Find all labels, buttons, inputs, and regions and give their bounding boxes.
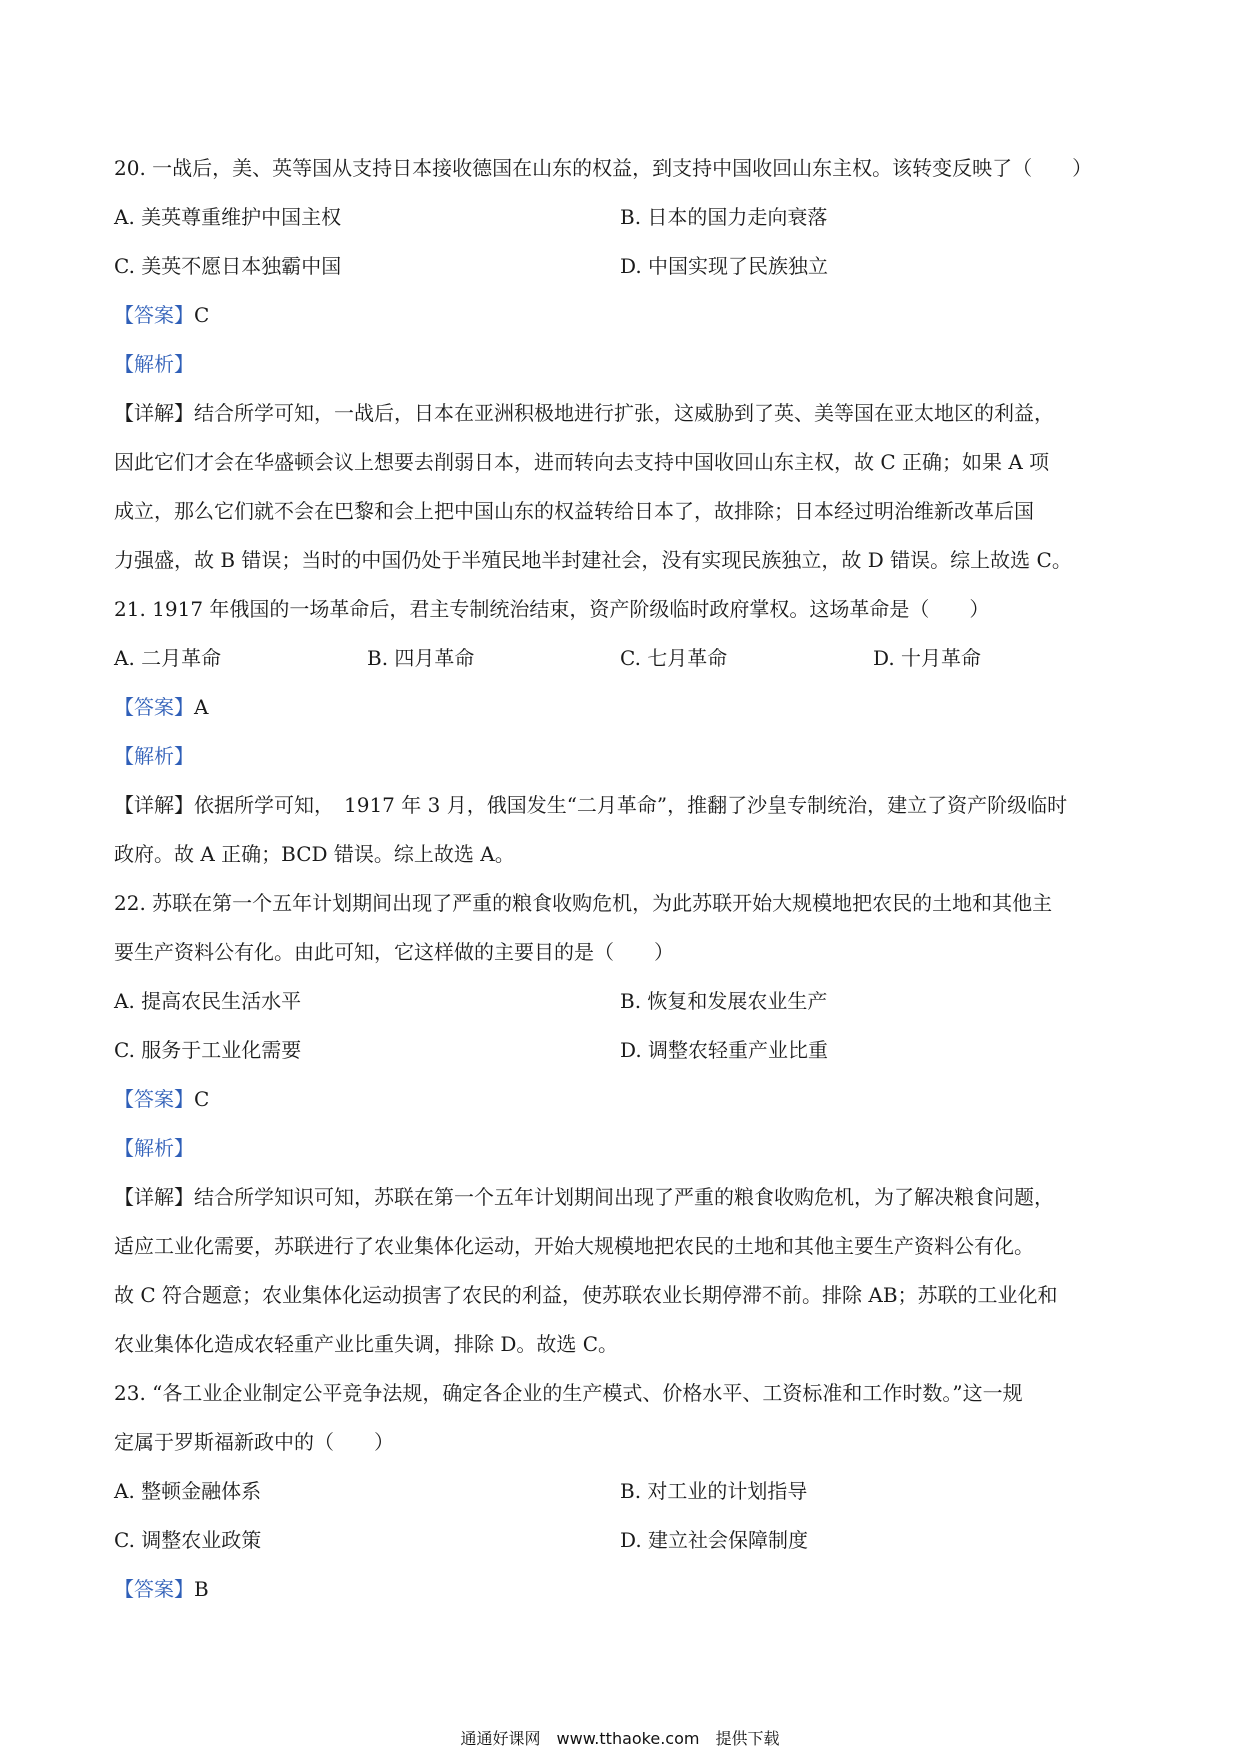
analysis-tag: 【解析】 (114, 352, 194, 376)
analysis-tag: 【解析】 (114, 744, 194, 768)
detail-text: 结合所学可知，一战后，日本在亚洲积极地进行扩张，这威胁到了英、美等国在亚太地区的利益， (194, 401, 1054, 425)
question-20-options-row-2 (114, 252, 1130, 280)
question-22-option-a: A. 提高农民生活水平 (114, 989, 302, 1013)
question-23-option-c: C. 调整农业政策 (114, 1528, 262, 1552)
footer-watermark-text: 通通好课网 www.tthaoke.com 提供下载 (460, 1729, 780, 1748)
answer-value: C (194, 1087, 210, 1111)
question-20-detail-line-1 (114, 399, 1130, 427)
question-22-stem-line-1: 22. 苏联在第一个五年计划期间出现了严重的粮食收购危机，为此苏联开始大规模地把农民的土地和其他主 (114, 891, 1053, 915)
question-21-analysis-tag (114, 742, 1130, 770)
question-20-stem: 20. 一战后，美、英等国从支持日本接收德国在山东的权益，到支持中国收回山东主权。该转变反映了（ ） (114, 156, 1093, 180)
question-22-option-d: D. 调整农轻重产业比重 (620, 1038, 829, 1062)
answer-tag: 【答案】 (114, 1577, 194, 1601)
question-23-answer (114, 1575, 1130, 1603)
question-22-detail-line-2: 适应工业化需要，苏联进行了农业集体化运动，开始大规模地把农民的土地和其他主要生产资料公有化。 (114, 1234, 1034, 1258)
question-22-options-row-1 (114, 987, 1130, 1015)
question-21-option-a: A. 二月革命 (114, 646, 222, 670)
question-22-stem-line-2: 要生产资料公有化。由此可知，它这样做的主要目的是（ ） (114, 940, 674, 964)
question-22-answer (114, 1085, 1130, 1113)
question-22-options-row-2 (114, 1036, 1130, 1064)
question-23-option-d: D. 建立社会保障制度 (620, 1528, 809, 1552)
answer-value: C (194, 303, 210, 327)
question-20-detail-line-2: 因此它们才会在华盛顿会议上想要去削弱日本，进而转向去支持中国收回山东主权，故 C 正确；如果 A 项 (114, 450, 1050, 474)
question-23-options-row-1 (114, 1477, 1130, 1505)
question-20-option-d: D. 中国实现了民族独立 (620, 254, 829, 278)
detail-text: 依据所学可知， 1917 年 3 月，俄国发生“二月革命”，推翻了沙皇专制统治，建立了资产阶级临时 (194, 793, 1068, 817)
question-20-detail-line-3: 成立，那么它们就不会在巴黎和会上把中国山东的权益转给日本了，故排除；日本经过明治维新改革后国 (114, 499, 1034, 523)
question-21-detail-line-1 (114, 791, 1130, 819)
question-23-options-row-2 (114, 1526, 1130, 1554)
question-22-detail-line-3: 故 C 符合题意；农业集体化运动损害了农民的利益，使苏联农业长期停滞不前。排除 AB；苏联的工业化和 (114, 1283, 1058, 1307)
question-23-option-b: B. 对工业的计划指导 (620, 1479, 808, 1503)
answer-value: B (194, 1577, 209, 1601)
question-23-stem-line-2: 定属于罗斯福新政中的（ ） (114, 1430, 394, 1454)
detail-tag: 【详解】 (114, 401, 194, 425)
detail-text: 结合所学知识可知，苏联在第一个五年计划期间出现了严重的粮食收购危机，为了解决粮食问题， (194, 1185, 1054, 1209)
question-20-detail-line-4: 力强盛，故 B 错误；当时的中国仍处于半殖民地半封建社会，没有实现民族独立，故 D 错误。综上故选 C。 (114, 548, 1072, 572)
question-22-detail-line-4: 农业集体化造成农轻重产业比重失调，排除 D。故选 C。 (114, 1332, 619, 1356)
answer-tag: 【答案】 (114, 303, 194, 327)
question-21-options-row (114, 644, 1130, 672)
question-23-stem-line-1: 23. “各工业企业制定公平竞争法规，确定各企业的生产模式、价格水平、工资标准和工作时数。”这一规 (114, 1381, 1023, 1405)
question-20-option-c: C. 美英不愿日本独霸中国 (114, 254, 342, 278)
detail-tag: 【详解】 (114, 793, 194, 817)
question-20-option-a: A. 美英尊重维护中国主权 (114, 205, 342, 229)
question-21-option-c: C. 七月革命 (620, 646, 728, 670)
question-22-analysis-tag (114, 1134, 1130, 1162)
question-21-detail-line-2: 政府。故 A 正确；BCD 错误。综上故选 A。 (114, 842, 515, 866)
question-20-analysis-tag (114, 350, 1130, 378)
question-20-answer (114, 301, 1130, 329)
question-21-answer (114, 693, 1130, 721)
question-22-option-b: B. 恢复和发展农业生产 (620, 989, 828, 1013)
question-22-detail-line-1 (114, 1183, 1130, 1211)
question-21-option-d: D. 十月革命 (873, 646, 982, 670)
question-21-option-b: B. 四月革命 (367, 646, 475, 670)
answer-value: A (194, 695, 209, 719)
question-20-options-row-1 (114, 203, 1130, 231)
analysis-tag: 【解析】 (114, 1136, 194, 1160)
answer-tag: 【答案】 (114, 695, 194, 719)
question-20-option-b: B. 日本的国力走向衰落 (620, 205, 828, 229)
question-23-option-a: A. 整顿金融体系 (114, 1479, 262, 1503)
detail-tag: 【详解】 (114, 1185, 194, 1209)
answer-tag: 【答案】 (114, 1087, 194, 1111)
question-22-option-c: C. 服务于工业化需要 (114, 1038, 302, 1062)
question-21-stem: 21. 1917 年俄国的一场革命后，君主专制统治结束，资产阶级临时政府掌权。这场革命是（ ） (114, 597, 990, 621)
